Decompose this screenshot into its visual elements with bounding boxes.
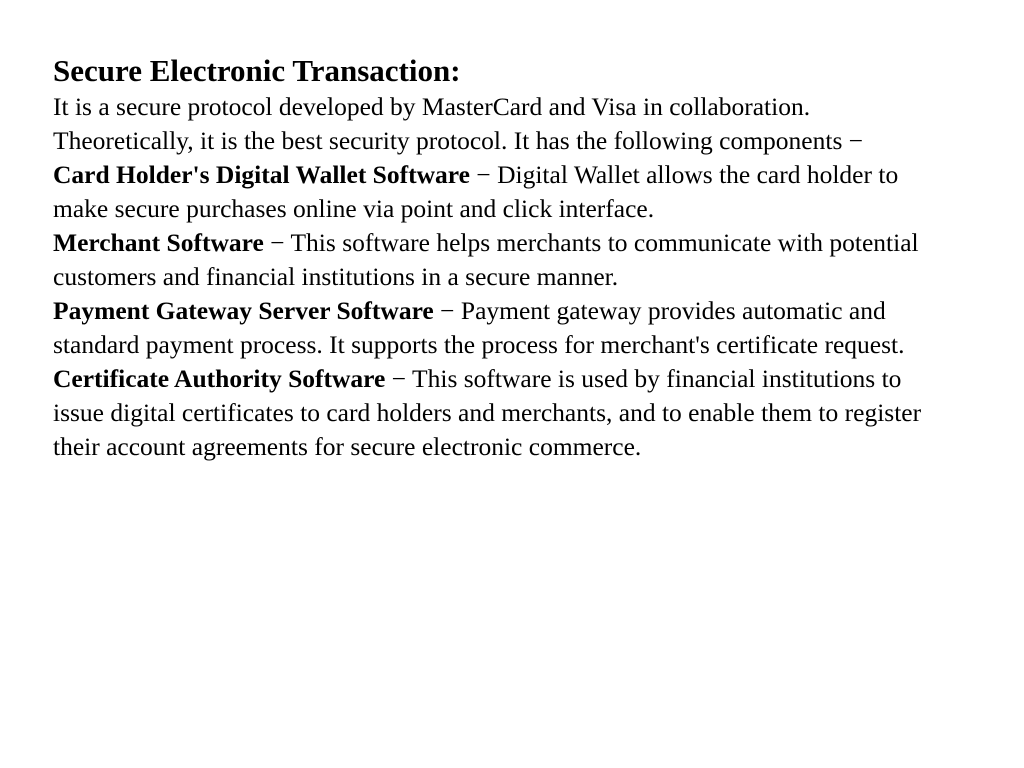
component-payment-gateway <box>53 294 933 362</box>
component-term: Payment Gateway Server Software <box>53 296 434 325</box>
component-card-holder-wallet <box>53 158 933 226</box>
intro-paragraph: It is a secure protocol developed by MasterCard and Visa in collaboration. Theoretically, it is the best security protocol. It has the following components − <box>53 92 864 155</box>
component-certificate-authority <box>53 362 933 464</box>
component-term: Certificate Authority Software <box>53 364 386 393</box>
component-term: Card Holder's Digital Wallet Software <box>53 160 470 189</box>
component-description: − Payment gateway provides automatic and standard payment process. It supports the process for merchant's certificate request. <box>53 296 905 359</box>
component-description: − Digital Wallet allows the card holder to make secure purchases online via point and click interface. <box>53 160 899 223</box>
component-description: − This software helps merchants to communicate with potential customers and financial institutions in a secure manner. <box>53 228 919 291</box>
slide-title: Secure Electronic Transaction: <box>53 53 461 88</box>
component-term: Merchant Software <box>53 228 264 257</box>
component-description: − This software is used by financial institutions to issue digital certificates to card holders and merchants, and to enable them to register their account agreements for secure electronic commerce. <box>53 364 922 461</box>
slide-content <box>53 52 933 464</box>
component-merchant-software <box>53 226 933 294</box>
